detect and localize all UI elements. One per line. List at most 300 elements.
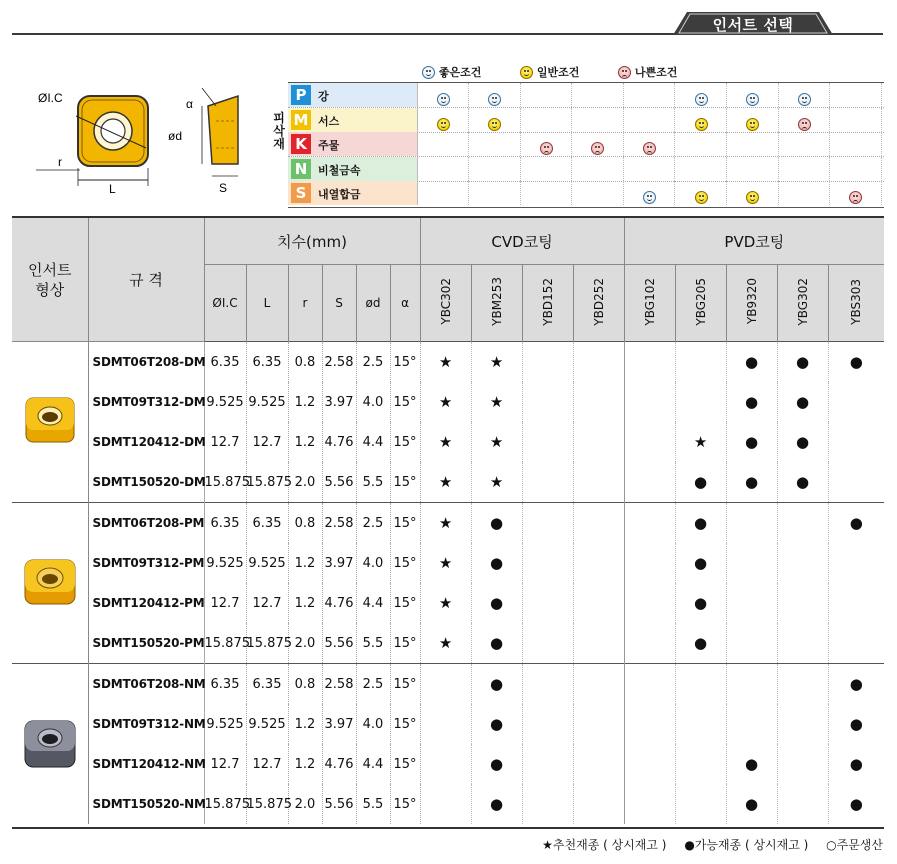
dimension-value: 12.7 <box>204 583 246 623</box>
insert-image-icon <box>20 435 80 454</box>
material-name: 비철금속 <box>318 163 361 177</box>
material-condition-cell <box>779 108 830 132</box>
material-grid <box>288 82 884 208</box>
dim-header: 치수(mm) <box>204 217 420 265</box>
footer-legend <box>528 836 883 853</box>
legend-good-label: 좋은조건 <box>438 66 482 79</box>
available-mark: ● <box>471 784 522 824</box>
dimension-value: 5.56 <box>322 784 356 824</box>
dimension-value: 15° <box>390 422 420 462</box>
dimension-value: 3.97 <box>322 382 356 422</box>
recommended-mark: ★ <box>471 342 522 383</box>
material-condition-cell <box>573 83 624 107</box>
dim-col-header: ød <box>356 265 390 342</box>
spec-code: SDMT09T312-DM <box>88 382 204 422</box>
available-mark: ● <box>471 744 522 784</box>
good-face-icon <box>437 93 450 106</box>
empty-grade-cell <box>726 583 777 623</box>
material-condition-cell <box>676 108 727 132</box>
material-condition-cell <box>521 157 572 181</box>
empty-grade-cell <box>624 342 675 383</box>
l-label: L <box>109 182 116 196</box>
material-name-cell <box>288 108 418 132</box>
legend-normal <box>520 64 579 80</box>
material-condition-cell <box>521 83 572 107</box>
bad-face-icon <box>591 142 604 155</box>
empty-grade-cell <box>777 503 828 544</box>
empty-grade-cell <box>522 422 573 462</box>
recommended-mark: ★ <box>420 583 471 623</box>
dimension-value: 1.2 <box>288 422 322 462</box>
empty-grade-cell <box>777 583 828 623</box>
material-condition-cell <box>728 83 779 107</box>
dimension-value: 15° <box>390 623 420 664</box>
table-row <box>12 623 884 664</box>
dimension-value: 12.7 <box>246 744 288 784</box>
spec-code: SDMT06T208-PM <box>88 503 204 544</box>
empty-grade-cell <box>573 664 624 705</box>
material-condition-cell <box>779 132 830 156</box>
legend-bad-label: 나쁜조건 <box>634 66 678 79</box>
grade-col-header: YBS303 <box>828 265 884 342</box>
dimension-value: 0.8 <box>288 342 322 383</box>
dimension-value: 15.875 <box>204 784 246 824</box>
material-row <box>288 181 884 205</box>
dimension-value: 15° <box>390 704 420 744</box>
empty-grade-cell <box>573 543 624 583</box>
material-condition-cell <box>831 157 882 181</box>
material-code-badge: M <box>291 110 311 130</box>
available-mark: ● <box>726 382 777 422</box>
material-condition-cell <box>676 181 727 205</box>
good-face-icon <box>488 93 501 106</box>
table-row <box>12 784 884 824</box>
available-mark: ● <box>675 462 726 503</box>
material-condition-cell <box>573 157 624 181</box>
empty-grade-cell <box>828 543 884 583</box>
available-mark: ● <box>675 583 726 623</box>
dimension-value: 0.8 <box>288 664 322 705</box>
empty-grade-cell <box>777 623 828 664</box>
spec-code: SDMT09T312-PM <box>88 543 204 583</box>
material-code-badge: K <box>291 134 311 154</box>
available-mark: ● <box>726 422 777 462</box>
dimension-value: 6.35 <box>204 503 246 544</box>
material-condition-cell <box>521 132 572 156</box>
recommended-mark: ★ <box>420 382 471 422</box>
material-group-label: 피 삭 재 <box>273 111 285 151</box>
dimension-value: 15.875 <box>246 784 288 824</box>
dimension-value: 1.2 <box>288 704 322 744</box>
empty-grade-cell <box>828 382 884 422</box>
pvd-header: PVD코팅 <box>624 217 884 265</box>
recommended-mark: ★ <box>420 462 471 503</box>
grade-col-header: YBM253 <box>471 265 522 342</box>
material-condition-cell <box>779 181 830 205</box>
empty-grade-cell <box>522 382 573 422</box>
available-mark: ● <box>777 422 828 462</box>
good-face-icon <box>643 191 656 204</box>
material-condition-cell <box>470 181 521 205</box>
available-mark: ● <box>471 623 522 664</box>
header-tab <box>673 12 833 35</box>
empty-grade-cell <box>726 704 777 744</box>
empty-grade-cell <box>624 382 675 422</box>
dimension-value: 15.875 <box>204 623 246 664</box>
empty-grade-cell <box>726 623 777 664</box>
empty-grade-cell <box>522 704 573 744</box>
normal-face-icon <box>746 118 759 131</box>
material-condition-cell <box>521 108 572 132</box>
spec-code: SDMT09T312-NM <box>88 704 204 744</box>
good-face-icon <box>746 93 759 106</box>
spec-code: SDMT120412-NM <box>88 744 204 784</box>
bad-face-icon <box>798 118 811 131</box>
shape-header: 인서트 형상 <box>12 217 88 342</box>
dimension-value: 1.2 <box>288 543 322 583</box>
empty-grade-cell <box>573 342 624 383</box>
empty-grade-cell <box>420 704 471 744</box>
insert-image-icon <box>20 596 80 615</box>
dim-col-header: α <box>390 265 420 342</box>
dimension-value: 5.5 <box>356 784 390 824</box>
dimension-value: 2.0 <box>288 462 322 503</box>
available-mark: ● <box>726 342 777 383</box>
grade-col-header: YBG102 <box>624 265 675 342</box>
material-condition-cell <box>521 181 572 205</box>
empty-grade-cell <box>573 462 624 503</box>
available-mark: ● <box>471 503 522 544</box>
material-condition-cell <box>779 83 830 107</box>
material-condition-cell <box>779 157 830 181</box>
dimension-value: 5.56 <box>322 623 356 664</box>
dimension-value: 15.875 <box>204 462 246 503</box>
empty-grade-cell <box>420 784 471 824</box>
grade-col-header: YBG205 <box>675 265 726 342</box>
empty-grade-cell <box>522 462 573 503</box>
material-condition-cell <box>728 181 779 205</box>
dimension-value: 0.8 <box>288 503 322 544</box>
footer-available: ●가능재종 ( 상시재고 ) <box>684 838 809 852</box>
spec-header: 규 격 <box>88 217 204 342</box>
dimension-value: 12.7 <box>246 583 288 623</box>
dimension-value: 15° <box>390 503 420 544</box>
dimension-value: 9.525 <box>204 382 246 422</box>
dimension-value: 9.525 <box>246 382 288 422</box>
footer-recommended: ★추천재종 ( 상시재고 ) <box>542 838 667 852</box>
empty-grade-cell <box>522 543 573 583</box>
bad-face-icon <box>540 142 553 155</box>
available-mark: ● <box>828 664 884 705</box>
empty-grade-cell <box>675 342 726 383</box>
material-condition-cell <box>418 108 469 132</box>
spec-code: SDMT06T208-DM <box>88 342 204 383</box>
insert-top-view <box>36 96 148 186</box>
spec-code: SDMT150520-DM <box>88 462 204 503</box>
dimension-value: 15° <box>390 462 420 503</box>
ic-label: ØI.C <box>38 91 63 105</box>
material-condition-cell <box>676 83 727 107</box>
empty-grade-cell <box>675 744 726 784</box>
material-code-badge: P <box>291 85 311 105</box>
empty-grade-cell <box>573 704 624 744</box>
dimension-value: 4.0 <box>356 704 390 744</box>
dimension-value: 4.76 <box>322 422 356 462</box>
material-row <box>288 157 884 182</box>
empty-grade-cell <box>828 462 884 503</box>
bad-face-icon <box>849 191 862 204</box>
dimension-value: 4.0 <box>356 382 390 422</box>
s-label: S <box>219 181 228 195</box>
insert-shape-cell <box>12 342 88 503</box>
empty-grade-cell <box>777 784 828 824</box>
empty-grade-cell <box>573 382 624 422</box>
legend-good <box>422 64 481 80</box>
table-row <box>12 462 884 503</box>
empty-grade-cell <box>675 382 726 422</box>
material-condition-cell <box>676 132 727 156</box>
material-condition-cell <box>573 181 624 205</box>
material-name: 서스 <box>318 114 340 128</box>
empty-grade-cell <box>675 704 726 744</box>
empty-grade-cell <box>522 784 573 824</box>
dimension-value: 15° <box>390 382 420 422</box>
dimension-value: 4.0 <box>356 543 390 583</box>
empty-grade-cell <box>828 623 884 664</box>
dimension-value: 4.4 <box>356 744 390 784</box>
available-mark: ● <box>471 543 522 583</box>
dim-col-header: L <box>246 265 288 342</box>
legend-normal-label: 일반조건 <box>536 66 580 79</box>
spec-code: SDMT150520-NM <box>88 784 204 824</box>
available-mark: ● <box>849 795 863 813</box>
empty-grade-cell <box>573 784 624 824</box>
empty-grade-cell <box>573 623 624 664</box>
material-row <box>288 83 884 108</box>
page-title: 인서트 선택 <box>712 16 794 34</box>
dimension-value: 9.525 <box>246 543 288 583</box>
recommended-mark: ★ <box>471 462 522 503</box>
dimension-value: 4.4 <box>356 583 390 623</box>
insert-shape-cell <box>12 664 88 825</box>
table-row <box>12 704 884 744</box>
material-name-cell <box>288 132 418 156</box>
empty-grade-cell <box>828 422 884 462</box>
dimension-value: 6.35 <box>246 342 288 383</box>
recommended-mark: ★ <box>471 422 522 462</box>
empty-grade-cell <box>522 744 573 784</box>
available-mark: ● <box>675 623 726 664</box>
empty-grade-cell <box>777 543 828 583</box>
spec-code: SDMT06T208-NM <box>88 664 204 705</box>
grade-col-header: YBD252 <box>573 265 624 342</box>
empty-grade-cell <box>624 462 675 503</box>
table-row <box>12 422 884 462</box>
dimension-value: 4.4 <box>356 422 390 462</box>
empty-grade-cell <box>624 623 675 664</box>
material-condition-cell <box>470 157 521 181</box>
normal-face-icon <box>488 118 501 131</box>
spec-code: SDMT120412-PM <box>88 583 204 623</box>
material-condition-cell <box>624 108 675 132</box>
material-condition-cell <box>624 132 675 156</box>
recommended-mark: ★ <box>471 382 522 422</box>
dimension-value: 1.2 <box>288 744 322 784</box>
recommended-mark: ★ <box>420 422 471 462</box>
insert-shape-cell <box>12 503 88 664</box>
empty-grade-cell <box>828 583 884 623</box>
dimension-value: 12.7 <box>204 422 246 462</box>
empty-grade-cell <box>420 744 471 784</box>
insert-table <box>12 216 884 824</box>
recommended-mark: ★ <box>420 543 471 583</box>
normal-face-icon <box>695 118 708 131</box>
dimension-value: 6.35 <box>246 503 288 544</box>
available-mark: ● <box>471 704 522 744</box>
dim-col-header: ØI.C <box>204 265 246 342</box>
available-mark: ● <box>726 744 777 784</box>
material-name: 강 <box>318 90 329 103</box>
dimension-value: 2.58 <box>322 503 356 544</box>
dimension-value: 15° <box>390 784 420 824</box>
available-mark: ● <box>777 462 828 503</box>
available-mark: ● <box>726 462 777 503</box>
insert-diagram <box>16 76 266 196</box>
insert-image-icon <box>20 757 80 776</box>
dimension-value: 9.525 <box>204 704 246 744</box>
available-mark: ● <box>849 715 863 733</box>
material-code-badge: N <box>291 159 311 179</box>
material-condition-cell <box>418 157 469 181</box>
cvd-header: CVD코팅 <box>420 217 624 265</box>
material-row <box>288 132 884 157</box>
dimension-value: 15° <box>390 744 420 784</box>
available-mark: ● <box>828 342 884 383</box>
table-row <box>12 664 884 705</box>
material-condition-cell <box>831 132 882 156</box>
normal-face-icon <box>746 191 759 204</box>
dimension-value: 6.35 <box>246 664 288 705</box>
material-name: 내열합금 <box>318 188 361 202</box>
empty-grade-cell <box>624 422 675 462</box>
material-condition-cell <box>831 181 882 205</box>
dimension-value: 5.5 <box>356 462 390 503</box>
empty-grade-cell <box>420 664 471 705</box>
dimension-value: 2.0 <box>288 623 322 664</box>
dimension-value: 15° <box>390 583 420 623</box>
dimension-value: 2.0 <box>288 784 322 824</box>
empty-grade-cell <box>777 664 828 705</box>
available-mark: ● <box>726 784 777 824</box>
material-condition-cell <box>470 132 521 156</box>
dimension-value: 2.5 <box>356 342 390 383</box>
available-mark: ● <box>777 382 828 422</box>
dimension-value: 2.58 <box>322 342 356 383</box>
od-label: ød <box>168 129 183 143</box>
available-mark: ● <box>849 755 863 773</box>
available-mark: ● <box>777 342 828 383</box>
empty-grade-cell <box>675 664 726 705</box>
good-face-icon <box>422 66 435 79</box>
empty-grade-cell <box>573 583 624 623</box>
material-condition-cell <box>418 181 469 205</box>
empty-grade-cell <box>726 543 777 583</box>
material-row <box>288 108 884 133</box>
material-condition-cell <box>470 108 521 132</box>
material-condition-cell <box>418 83 469 107</box>
insert-side-view <box>202 88 238 176</box>
material-condition-cell <box>728 132 779 156</box>
empty-grade-cell <box>777 744 828 784</box>
empty-grade-cell <box>675 784 726 824</box>
empty-grade-cell <box>522 583 573 623</box>
grade-col-header: YB9320 <box>726 265 777 342</box>
dimension-value: 15.875 <box>246 462 288 503</box>
table-row <box>12 342 884 383</box>
material-code-badge: S <box>291 183 311 203</box>
empty-grade-cell <box>522 623 573 664</box>
table-row <box>12 543 884 583</box>
recommended-mark: ★ <box>420 342 471 383</box>
dimension-value: 9.525 <box>204 543 246 583</box>
empty-grade-cell <box>624 784 675 824</box>
dim-col-header: S <box>322 265 356 342</box>
table-row <box>12 382 884 422</box>
recommended-mark: ★ <box>675 422 726 462</box>
recommended-mark: ★ <box>420 623 471 664</box>
dimension-value: 2.58 <box>322 664 356 705</box>
material-name-cell <box>288 181 418 205</box>
normal-face-icon <box>520 66 533 79</box>
dimension-value: 3.97 <box>322 704 356 744</box>
dimension-value: 15° <box>390 342 420 383</box>
legend-bad <box>618 64 677 80</box>
dimension-value: 6.35 <box>204 664 246 705</box>
dimension-value: 2.5 <box>356 503 390 544</box>
empty-grade-cell <box>573 422 624 462</box>
dimension-value: 4.76 <box>322 583 356 623</box>
dimension-value: 6.35 <box>204 342 246 383</box>
empty-grade-cell <box>726 503 777 544</box>
dimension-value: 1.2 <box>288 583 322 623</box>
material-condition-cell <box>418 132 469 156</box>
bad-face-icon <box>643 142 656 155</box>
dimension-value: 9.525 <box>246 704 288 744</box>
material-name-cell <box>288 157 418 181</box>
empty-grade-cell <box>624 744 675 784</box>
empty-grade-cell <box>777 704 828 744</box>
empty-grade-cell <box>726 664 777 705</box>
bottom-rule <box>12 827 884 829</box>
empty-grade-cell <box>624 503 675 544</box>
table-row <box>12 503 884 544</box>
material-condition-cell <box>573 132 624 156</box>
material-condition-cell <box>624 181 675 205</box>
alpha-label: α <box>186 97 193 111</box>
dimension-value: 1.2 <box>288 382 322 422</box>
dimension-value: 4.76 <box>322 744 356 784</box>
footer-order: ○주문생산 <box>826 838 883 852</box>
table-row <box>12 583 884 623</box>
dimension-value: 5.56 <box>322 462 356 503</box>
grade-col-header: YBD152 <box>522 265 573 342</box>
r-label: r <box>58 155 62 169</box>
material-condition-cell <box>831 108 882 132</box>
dimension-value: 5.5 <box>356 623 390 664</box>
table-row <box>12 744 884 784</box>
material-name-cell <box>288 83 418 107</box>
empty-grade-cell <box>573 744 624 784</box>
